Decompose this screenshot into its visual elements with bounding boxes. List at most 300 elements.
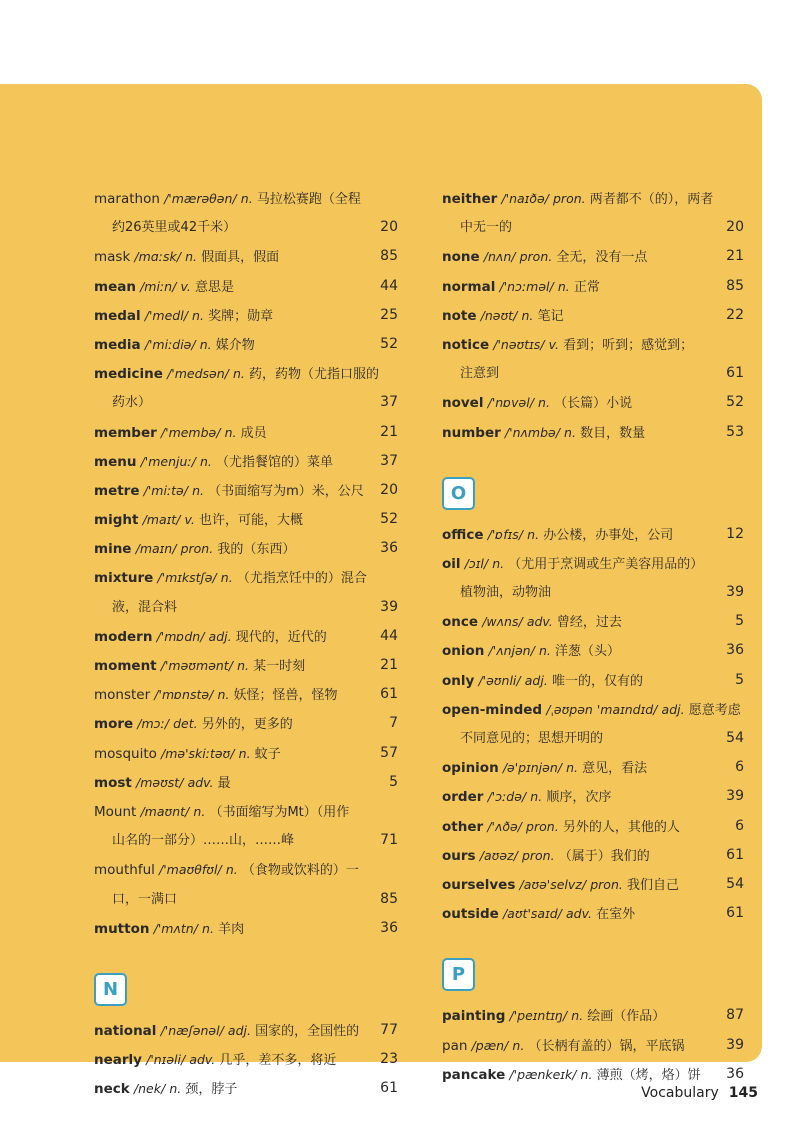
vocab-entry bbox=[442, 607, 746, 636]
entry-definition: （尤指餐馆的）菜单 bbox=[216, 454, 334, 470]
entry-definition: 顺序，次序 bbox=[546, 790, 612, 806]
entry-part-of-speech: n. bbox=[240, 191, 253, 206]
entry-line bbox=[442, 388, 746, 417]
vocab-entry bbox=[94, 418, 400, 447]
entry-definition: 我们自己 bbox=[626, 877, 679, 893]
entry-definition-cont: 中无一的 bbox=[460, 220, 513, 236]
entry-definition: 奖牌；勋章 bbox=[208, 308, 274, 324]
entry-pronunciation: /'mɪkstʃə/ bbox=[157, 570, 217, 586]
entry-line bbox=[442, 1031, 746, 1060]
entry-pronunciation: /'nəʊtɪs/ bbox=[493, 336, 545, 352]
entry-word: might bbox=[94, 512, 139, 529]
entry-page: 54 bbox=[726, 875, 744, 892]
entry-pronunciation: /ɔɪl/ bbox=[464, 555, 489, 571]
entry-part-of-speech: n. bbox=[538, 643, 551, 659]
vocab-entry bbox=[94, 680, 400, 709]
entry-line bbox=[442, 184, 746, 213]
vocab-entry bbox=[94, 855, 400, 913]
entry-line-continued bbox=[94, 388, 400, 417]
entry-page: 23 bbox=[380, 1051, 398, 1068]
right-column bbox=[442, 184, 746, 1089]
entry-part-of-speech: n. bbox=[185, 249, 197, 265]
vocab-entry bbox=[94, 709, 400, 738]
vocab-entry bbox=[94, 622, 400, 651]
vocab-entry bbox=[442, 388, 746, 417]
entry-line bbox=[442, 841, 746, 870]
entry-page: 5 bbox=[389, 773, 398, 790]
entry-definition-cont: 约26英里或42千米） bbox=[112, 220, 237, 236]
entry-line bbox=[94, 1045, 400, 1074]
entry-line bbox=[94, 651, 400, 680]
entry-part-of-speech: n. bbox=[564, 424, 576, 440]
entry-line bbox=[94, 1074, 400, 1103]
entry-page: 12 bbox=[726, 525, 744, 542]
entry-pronunciation: /'ʌðə/ bbox=[487, 818, 522, 834]
entry-line bbox=[442, 330, 746, 359]
entry-definition: 在室外 bbox=[596, 907, 636, 923]
entry-part-of-speech: adv. bbox=[526, 614, 553, 630]
vocab-entry bbox=[442, 695, 746, 753]
entry-part-of-speech: adj. bbox=[661, 701, 685, 717]
vocab-entry bbox=[442, 753, 746, 782]
entry-part-of-speech: n. bbox=[193, 803, 206, 819]
entry-definition: （长篇）小说 bbox=[554, 396, 633, 412]
vocab-entry bbox=[442, 184, 746, 242]
entry-definition: 两者都不（的），两者 bbox=[589, 192, 714, 207]
entry-part-of-speech: adv. bbox=[187, 774, 214, 790]
entry-page: 53 bbox=[726, 423, 744, 440]
entry-definition: 绘画（作品） bbox=[587, 1009, 666, 1025]
entry-definition: （食物或饮料的）一 bbox=[241, 863, 359, 879]
entry-page: 54 bbox=[726, 730, 744, 746]
entry-word: mask bbox=[94, 249, 131, 266]
entry-part-of-speech: n. bbox=[527, 526, 540, 542]
vocab-entry bbox=[442, 1001, 746, 1030]
entry-definition: 愿意考虑 bbox=[688, 702, 741, 718]
entry-line bbox=[442, 782, 746, 811]
entry-line bbox=[442, 418, 746, 447]
entry-word: once bbox=[442, 614, 479, 631]
vocab-entry bbox=[94, 447, 400, 476]
entry-word: none bbox=[442, 249, 480, 266]
entry-pronunciation: /'nɪəli/ bbox=[146, 1052, 186, 1068]
entry-definition: 马拉松赛跑（全程 bbox=[256, 192, 361, 207]
entry-line bbox=[94, 563, 400, 592]
entry-word: ours bbox=[442, 847, 476, 864]
entry-definition: （尤用于烹调或生产美容用品的） bbox=[508, 556, 704, 572]
entry-word: number bbox=[442, 424, 501, 441]
entry-line bbox=[94, 330, 400, 359]
entry-pronunciation: /aʊt'saɪd/ bbox=[502, 906, 562, 922]
vocab-entry bbox=[94, 184, 400, 242]
entry-pronunciation: /'menjuː/ bbox=[140, 453, 196, 469]
entry-page: 61 bbox=[726, 905, 744, 922]
entry-page: 5 bbox=[735, 613, 744, 630]
entry-part-of-speech: adv. bbox=[566, 906, 592, 922]
entry-part-of-speech: n. bbox=[557, 278, 570, 294]
entry-definition: 国家的，全国性的 bbox=[255, 1023, 360, 1039]
entry-line bbox=[94, 1016, 400, 1045]
vocab-entry bbox=[94, 242, 400, 271]
entry-part-of-speech: n. bbox=[220, 570, 233, 586]
entry-pronunciation: /'miːdiə/ bbox=[144, 336, 196, 352]
entry-word: mean bbox=[94, 278, 136, 295]
entry-pronunciation: /'miːtə/ bbox=[143, 482, 188, 498]
entry-part-of-speech: n. bbox=[217, 687, 230, 703]
section-letter-p: P bbox=[442, 958, 475, 991]
entry-definition: 全无，没有一点 bbox=[556, 250, 648, 266]
entry-part-of-speech: adv. bbox=[189, 1052, 216, 1068]
entry-part-of-speech: n. bbox=[233, 366, 245, 382]
entry-page: 52 bbox=[380, 335, 398, 352]
vocab-entry bbox=[94, 1045, 400, 1074]
entry-word: oil bbox=[442, 555, 461, 572]
entry-page: 21 bbox=[380, 423, 398, 440]
entry-word: opinion bbox=[442, 760, 499, 777]
entry-word: menu bbox=[94, 453, 137, 470]
entry-pronunciation: /mə'skiːtəʊ/ bbox=[161, 745, 235, 761]
entry-definition: 另外的人，其他的人 bbox=[562, 819, 680, 835]
entry-page: 25 bbox=[380, 306, 398, 323]
entry-line bbox=[442, 520, 746, 549]
entry-definition: 颈，脖子 bbox=[185, 1082, 238, 1098]
entry-part-of-speech: n. bbox=[492, 555, 505, 571]
entry-pronunciation: /'məʊmənt/ bbox=[160, 658, 233, 673]
vocab-entry bbox=[94, 505, 400, 534]
entry-line bbox=[442, 636, 746, 665]
entry-page: 71 bbox=[380, 832, 398, 849]
entry-line bbox=[442, 272, 746, 301]
entry-word: onion bbox=[442, 643, 485, 660]
entry-word: pancake bbox=[442, 1066, 506, 1083]
entry-line-continued bbox=[94, 593, 400, 622]
entry-page: 85 bbox=[380, 890, 398, 907]
vocab-entry bbox=[442, 272, 746, 301]
vocab-entry bbox=[442, 418, 746, 447]
entry-part-of-speech: pron. bbox=[553, 191, 586, 206]
entry-pronunciation: /wʌns/ bbox=[482, 614, 523, 630]
entry-pronunciation: /'ɒfɪs/ bbox=[487, 526, 523, 542]
entry-line bbox=[94, 855, 400, 884]
entry-pronunciation: /ə'pɪnjən/ bbox=[502, 760, 562, 776]
entry-pronunciation: /'membə/ bbox=[160, 424, 221, 440]
entry-part-of-speech: n. bbox=[538, 395, 550, 411]
vocab-entry bbox=[94, 563, 400, 621]
section-letter-n: N bbox=[94, 973, 127, 1006]
entry-line bbox=[442, 242, 746, 271]
vocab-entry bbox=[94, 797, 400, 855]
entry-page: 6 bbox=[735, 817, 744, 834]
entry-part-of-speech: n. bbox=[169, 1081, 182, 1097]
entry-word: more bbox=[94, 716, 134, 733]
entry-line bbox=[94, 797, 400, 826]
entry-pronunciation: /maʊnt/ bbox=[140, 803, 190, 819]
entry-word: outside bbox=[442, 906, 499, 923]
entry-part-of-speech: n. bbox=[200, 453, 212, 469]
entry-pronunciation: /'ɔːdə/ bbox=[487, 789, 527, 805]
entry-page: 36 bbox=[726, 1065, 744, 1082]
entry-definition: 正常 bbox=[573, 279, 600, 295]
entry-part-of-speech: n. bbox=[566, 760, 579, 776]
entry-word: most bbox=[94, 774, 132, 791]
vocab-entry bbox=[94, 1016, 400, 1045]
entry-word: national bbox=[94, 1022, 157, 1039]
entry-word: mine bbox=[94, 541, 132, 558]
vocab-entry bbox=[94, 914, 400, 943]
entry-word: member bbox=[94, 424, 157, 441]
entry-page: 77 bbox=[380, 1021, 398, 1038]
entry-word: Mount bbox=[94, 803, 137, 820]
entry-part-of-speech: n. bbox=[192, 482, 204, 498]
entry-line bbox=[442, 549, 746, 578]
entry-pronunciation: /'medl/ bbox=[144, 307, 188, 323]
entry-part-of-speech: v. bbox=[184, 512, 195, 528]
entry-part-of-speech: n. bbox=[192, 307, 204, 323]
entry-definition-cont: 不同意见的；思想开明的 bbox=[460, 731, 604, 746]
vocab-entry bbox=[94, 739, 400, 768]
entry-part-of-speech: n. bbox=[238, 745, 251, 761]
entry-part-of-speech: n. bbox=[580, 1066, 593, 1082]
entry-word: marathon bbox=[94, 191, 160, 207]
vocab-entry bbox=[442, 812, 746, 841]
entry-word: metre bbox=[94, 482, 140, 499]
entry-definition: 办公楼，办事处，公司 bbox=[543, 527, 674, 543]
entry-word: mixture bbox=[94, 570, 154, 587]
entry-page: 37 bbox=[380, 394, 398, 411]
vocab-entry bbox=[442, 242, 746, 271]
entry-line bbox=[94, 680, 400, 709]
entry-part-of-speech: adj. bbox=[524, 672, 548, 688]
entry-definition: （书面缩写为m）米，公尺 bbox=[208, 483, 364, 499]
entry-part-of-speech: adj. bbox=[208, 628, 232, 644]
entry-line bbox=[442, 1001, 746, 1030]
entry-part-of-speech: n. bbox=[202, 920, 214, 936]
entry-definition: 唯一的，仅有的 bbox=[551, 673, 643, 689]
entry-page: 87 bbox=[726, 1007, 744, 1024]
entry-pronunciation: /nəʊt/ bbox=[480, 307, 518, 323]
entry-pronunciation: /ˌəʊpən 'maɪndɪd/ bbox=[546, 701, 658, 717]
vocab-entry bbox=[94, 651, 400, 680]
entry-line bbox=[94, 768, 400, 797]
entry-line bbox=[442, 753, 746, 782]
entry-pronunciation: /'maʊθfʊl/ bbox=[159, 862, 222, 878]
entry-word: novel bbox=[442, 395, 484, 412]
entry-definition-cont: 液，混合料 bbox=[112, 599, 178, 615]
entry-pronunciation: /'medsən/ bbox=[167, 366, 229, 382]
entry-definition: 最 bbox=[217, 775, 231, 791]
entry-definition: 薄煎（烤，烙）饼 bbox=[596, 1067, 701, 1083]
entry-definition: 数目，数量 bbox=[580, 425, 646, 441]
entry-page: 21 bbox=[726, 248, 744, 265]
entry-definition: 看到；听到；感觉到； bbox=[563, 337, 694, 353]
entry-word: painting bbox=[442, 1008, 506, 1025]
entry-line-continued bbox=[94, 826, 400, 855]
entry-definition: 蚊子 bbox=[254, 746, 281, 762]
left-column bbox=[94, 184, 400, 1103]
entry-page: 57 bbox=[380, 744, 398, 761]
entry-definition: 妖怪；怪兽，怪物 bbox=[233, 688, 338, 704]
entry-word: media bbox=[94, 336, 141, 353]
entry-definition: 羊肉 bbox=[218, 921, 245, 937]
entry-definition: 某一时刻 bbox=[253, 659, 306, 674]
entry-pronunciation: /'nɔːməl/ bbox=[499, 278, 554, 294]
entry-page: 7 bbox=[389, 715, 398, 732]
entry-page: 36 bbox=[380, 540, 398, 557]
vocab-entry bbox=[442, 841, 746, 870]
entry-line bbox=[442, 870, 746, 899]
entry-definition: 现代的，近代的 bbox=[235, 629, 327, 645]
entry-definition-cont: 植物油，动物油 bbox=[460, 585, 552, 601]
entry-word: medicine bbox=[94, 366, 163, 383]
vocab-entry bbox=[94, 359, 400, 417]
entry-pronunciation: /nek/ bbox=[133, 1081, 166, 1097]
entry-pronunciation: /aʊə'selvz/ bbox=[519, 876, 587, 892]
entry-definition-cont: 山名的一部分）……山，……峰 bbox=[112, 833, 295, 849]
entry-pronunciation: /məʊst/ bbox=[135, 774, 184, 790]
vocab-entry bbox=[94, 301, 400, 330]
entry-part-of-speech: pron. bbox=[590, 876, 623, 892]
entry-word: moment bbox=[94, 658, 157, 674]
vocab-entry bbox=[94, 1074, 400, 1103]
vocab-entry bbox=[442, 1031, 746, 1060]
entry-word: open-minded bbox=[442, 701, 543, 718]
entry-definition: 也许，可能，大概 bbox=[199, 513, 304, 529]
entry-line bbox=[94, 359, 400, 388]
entry-word: mouthful bbox=[94, 862, 155, 879]
entry-line bbox=[94, 476, 400, 505]
entry-line bbox=[442, 812, 746, 841]
entry-word: neck bbox=[94, 1081, 130, 1098]
entry-pronunciation: /'pænkeɪk/ bbox=[509, 1066, 577, 1082]
entry-definition: （尤指烹饪中的）混合 bbox=[236, 571, 367, 587]
entry-pronunciation: /'mʌtn/ bbox=[153, 920, 198, 936]
page-number: 145 bbox=[728, 1085, 758, 1101]
entry-line bbox=[94, 709, 400, 738]
entry-line bbox=[94, 739, 400, 768]
entry-part-of-speech: det. bbox=[173, 716, 198, 732]
entry-part-of-speech: pron. bbox=[526, 818, 559, 834]
entry-word: neither bbox=[442, 191, 498, 207]
vocab-entry bbox=[442, 782, 746, 811]
entry-word: modern bbox=[94, 628, 153, 645]
vocab-entry bbox=[94, 534, 400, 563]
entry-pronunciation: /'næʃənəl/ bbox=[160, 1022, 224, 1038]
vocab-entry bbox=[442, 636, 746, 665]
entry-part-of-speech: pron. bbox=[521, 847, 555, 863]
vocab-entry bbox=[94, 476, 400, 505]
section-letter-o: O bbox=[442, 477, 475, 510]
entry-definition: 媒介物 bbox=[215, 337, 255, 353]
entry-page: 22 bbox=[726, 306, 744, 323]
entry-page: 21 bbox=[380, 657, 398, 673]
entry-line-continued bbox=[94, 213, 400, 242]
entry-line bbox=[442, 607, 746, 636]
entry-definition: 曾经，过去 bbox=[556, 615, 622, 631]
entry-page: 44 bbox=[380, 277, 398, 294]
entry-line bbox=[94, 534, 400, 563]
entry-definition: （长柄有盖的）锅，平底锅 bbox=[528, 1038, 685, 1054]
entry-line bbox=[94, 622, 400, 651]
entry-part-of-speech: n. bbox=[530, 789, 543, 805]
entry-definition: 药，药物（尤指口服的 bbox=[249, 367, 380, 383]
entry-line bbox=[442, 899, 746, 928]
entry-line bbox=[94, 242, 400, 271]
entry-page: 39 bbox=[726, 788, 744, 805]
entry-word: mosquito bbox=[94, 745, 157, 762]
entry-word: mutton bbox=[94, 920, 150, 937]
entry-definition: 成员 bbox=[240, 425, 267, 441]
entry-part-of-speech: n. bbox=[571, 1008, 584, 1024]
entry-page: 85 bbox=[726, 277, 744, 294]
footer-label: Vocabulary bbox=[641, 1085, 719, 1101]
entry-definition-cont: 注意到 bbox=[460, 366, 500, 382]
page-footer bbox=[641, 1085, 758, 1101]
entry-part-of-speech: v. bbox=[548, 336, 560, 352]
entry-pronunciation: /maɪt/ bbox=[142, 512, 181, 528]
entry-definition: （书面缩写为Mt）（用作 bbox=[209, 804, 350, 820]
vocab-entry bbox=[442, 520, 746, 549]
entry-line bbox=[94, 447, 400, 476]
vocab-entry bbox=[94, 272, 400, 301]
entry-pronunciation: /maɪn/ bbox=[135, 541, 177, 557]
entry-definition: 我的（东西） bbox=[217, 542, 296, 558]
entry-page: 85 bbox=[380, 248, 398, 265]
entry-pronunciation: /miːn/ bbox=[140, 278, 177, 294]
entry-word: monster bbox=[94, 687, 151, 704]
entry-line bbox=[442, 695, 746, 724]
vocab-entry bbox=[442, 870, 746, 899]
vocab-entry bbox=[442, 899, 746, 928]
entry-page: 20 bbox=[726, 219, 744, 236]
entry-word: pan bbox=[442, 1037, 468, 1054]
entry-part-of-speech: pron. bbox=[519, 249, 553, 265]
entry-part-of-speech: n. bbox=[224, 424, 237, 440]
vocab-entry bbox=[442, 666, 746, 695]
entry-word: only bbox=[442, 672, 475, 689]
entry-line-continued bbox=[442, 359, 746, 388]
entry-line bbox=[442, 301, 746, 330]
entry-page: 39 bbox=[380, 598, 398, 615]
entry-word: order bbox=[442, 789, 484, 806]
entry-definition: 假面具，假面 bbox=[201, 250, 280, 266]
entry-page: 20 bbox=[380, 481, 398, 498]
entry-line bbox=[94, 301, 400, 330]
entry-line bbox=[94, 272, 400, 301]
entry-part-of-speech: adj. bbox=[227, 1022, 251, 1038]
entry-line-continued bbox=[94, 885, 400, 914]
entry-line bbox=[94, 505, 400, 534]
entry-pronunciation: /'ʌnjən/ bbox=[488, 643, 535, 659]
entry-line-continued bbox=[442, 578, 746, 607]
entry-part-of-speech: pron. bbox=[180, 541, 214, 557]
entry-page: 36 bbox=[380, 919, 398, 936]
entry-word: ourselves bbox=[442, 876, 516, 893]
entry-part-of-speech: n. bbox=[237, 658, 249, 673]
entry-page: 5 bbox=[735, 671, 744, 688]
entry-pronunciation: /'naɪðə/ bbox=[501, 191, 549, 206]
entry-pronunciation: /mɑːsk/ bbox=[134, 249, 181, 265]
entry-part-of-speech: n. bbox=[199, 336, 212, 352]
entry-page: 20 bbox=[380, 219, 398, 236]
entry-page: 61 bbox=[380, 1080, 398, 1097]
entry-pronunciation: /'mærəθən/ bbox=[164, 191, 237, 206]
entry-word: office bbox=[442, 526, 484, 543]
entry-definition: 意思是 bbox=[194, 279, 234, 295]
vocab-entry bbox=[442, 330, 746, 388]
entry-definition: 笔记 bbox=[537, 308, 564, 324]
entry-pronunciation: /'mɒdn/ bbox=[156, 628, 205, 644]
vocab-entry bbox=[442, 549, 746, 607]
